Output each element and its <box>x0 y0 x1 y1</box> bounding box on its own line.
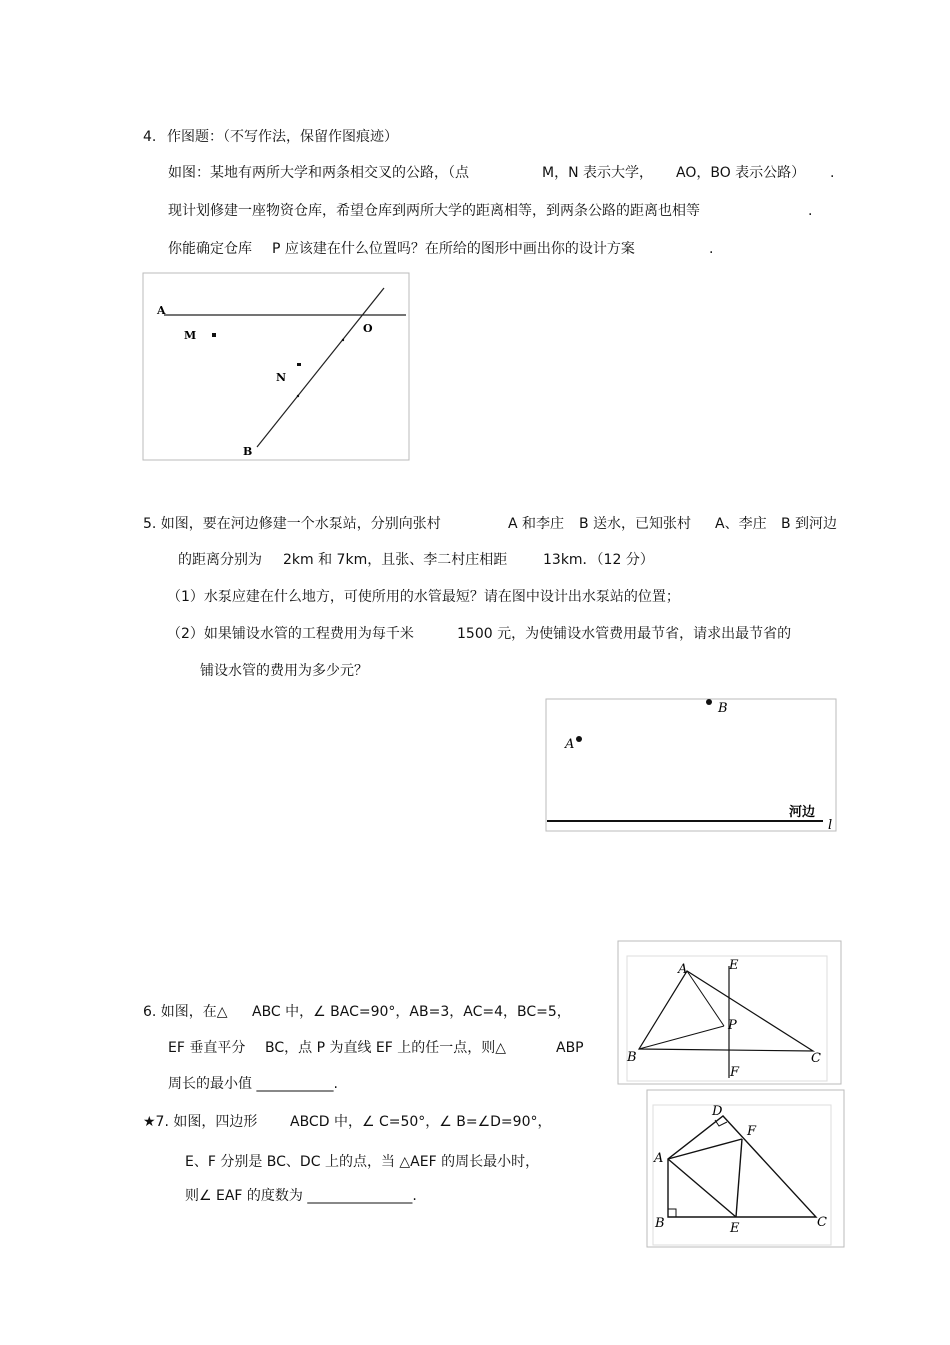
label-river: 河边 <box>789 805 816 820</box>
label-a: A <box>157 304 166 317</box>
segment-af <box>668 1139 742 1159</box>
road-tick <box>297 395 299 397</box>
q5-line2-b: 2km 和 7km，且张、李二村庄相距 <box>283 552 508 568</box>
q5-sub2-a: （2）如果铺设水管的工程费用为每千米 <box>167 626 414 642</box>
q6-figure-frame-inner <box>627 956 827 1081</box>
q5-line1-a: 5. 如图，要在河边修建一个水泵站，分别向张村 <box>143 516 441 532</box>
label-l: l <box>828 818 833 833</box>
label-p: P <box>728 1018 737 1033</box>
q6-line2-b: BC，点 P 为直线 EF 上的任一点，则△ <box>265 1040 507 1056</box>
q6-line2-a: EF 垂直平分 <box>168 1040 246 1056</box>
label-c: C <box>811 1051 821 1066</box>
label-a: A <box>678 962 688 977</box>
q5-figure <box>545 698 838 833</box>
triangle-abc <box>639 971 813 1051</box>
label-f: F <box>730 1065 740 1080</box>
segment-ap <box>687 971 724 1026</box>
q4-title: 作图题：（不写作法，保留作图痕迹） <box>167 129 398 145</box>
q5-line2-a: 的距离分别为 <box>178 552 262 568</box>
label-m: M <box>184 329 197 342</box>
point-n <box>297 363 301 366</box>
q7-line1-b: ABCD 中，∠ C=50°，∠ B=∠D=90°， <box>290 1114 552 1130</box>
q4-line3-end: . <box>709 241 714 257</box>
q4-line2-end: . <box>808 203 813 219</box>
segment-ae <box>668 1159 736 1217</box>
q5-line1-e: B 到河边 <box>781 516 838 532</box>
quadrilateral-abcd <box>668 1116 816 1217</box>
q7-figure <box>646 1089 846 1249</box>
q5-line1-c: B 送水，已知张村 <box>579 516 692 532</box>
q5-sub2-b: 1500 元，为使铺设水管费用最节省，请求出最节省的 <box>457 626 792 642</box>
q7-line2: E、F 分别是 BC、DC 上的点，当 △AEF 的周长最小时， <box>185 1154 540 1170</box>
q4-line1-c: AO，BO 表示公路） <box>676 165 806 181</box>
q6-figure <box>617 940 843 1086</box>
label-c: C <box>817 1215 827 1230</box>
label-n: N <box>276 371 287 384</box>
label-b: B <box>718 701 728 716</box>
label-d: D <box>712 1104 723 1119</box>
right-angle-b <box>668 1209 676 1217</box>
label-f: F <box>747 1124 757 1139</box>
q4-line3-b: P 应该建在什么位置吗？在所给的图形中画出你的设计方案 <box>272 241 635 257</box>
q7-line3: 则∠ EAF 的度数为 _______________. <box>185 1188 417 1204</box>
q4-figure <box>142 272 412 462</box>
segment-bp <box>639 1026 724 1049</box>
point-a <box>576 736 582 742</box>
q4-line1-b: M，N 表示大学， <box>542 165 654 181</box>
q6-line3: 周长的最小值 ___________. <box>168 1076 338 1092</box>
q5-line1-d: A、李庄 <box>715 516 767 532</box>
q4-figure-frame <box>143 273 409 460</box>
road-bo <box>257 288 384 447</box>
label-e: E <box>729 958 739 973</box>
q4-line1-end: . <box>830 165 835 181</box>
q5-sub2-c: 铺设水管的费用为多少元？ <box>200 663 368 679</box>
label-a: A <box>565 737 575 752</box>
label-b: B <box>655 1216 665 1231</box>
q5-line1-b: A 和李庄 <box>508 516 565 532</box>
label-e: E <box>730 1221 740 1236</box>
point-m <box>212 333 216 337</box>
q6-line1-b: ABC 中，∠ BAC=90°，AB=3，AC=4，BC=5， <box>252 1004 571 1020</box>
q7-figure-frame-inner <box>653 1105 831 1245</box>
label-o: O <box>363 322 373 335</box>
label-a: A <box>654 1151 664 1166</box>
road-tick <box>342 339 344 341</box>
point-b <box>706 699 712 705</box>
label-b: B <box>243 445 253 458</box>
q4-line2: 现计划修建一座物资仓库，希望仓库到两所大学的距离相等，到两条公路的距离也相等 <box>168 203 700 219</box>
q4-line3-a: 你能确定仓库 <box>168 241 252 257</box>
label-b: B <box>627 1050 637 1065</box>
q6-line2-c: ABP <box>556 1040 584 1056</box>
segment-fe <box>736 1139 742 1217</box>
q5-sub1: （1）水泵应建在什么地方，可使所用的水管最短？请在图中设计出水泵站的位置； <box>167 589 680 605</box>
q5-line2-c: 13km．（12 分） <box>543 552 654 568</box>
q6-line1-a: 6. 如图，在△ <box>143 1004 228 1020</box>
q4-number: 4. <box>143 129 157 145</box>
q4-line1-a: 如图：某地有两所大学和两条相交叉的公路，（点 <box>168 165 469 181</box>
q7-figure-frame-outer <box>647 1090 844 1247</box>
q7-line1-a: ★7. 如图，四边形 <box>143 1114 258 1130</box>
